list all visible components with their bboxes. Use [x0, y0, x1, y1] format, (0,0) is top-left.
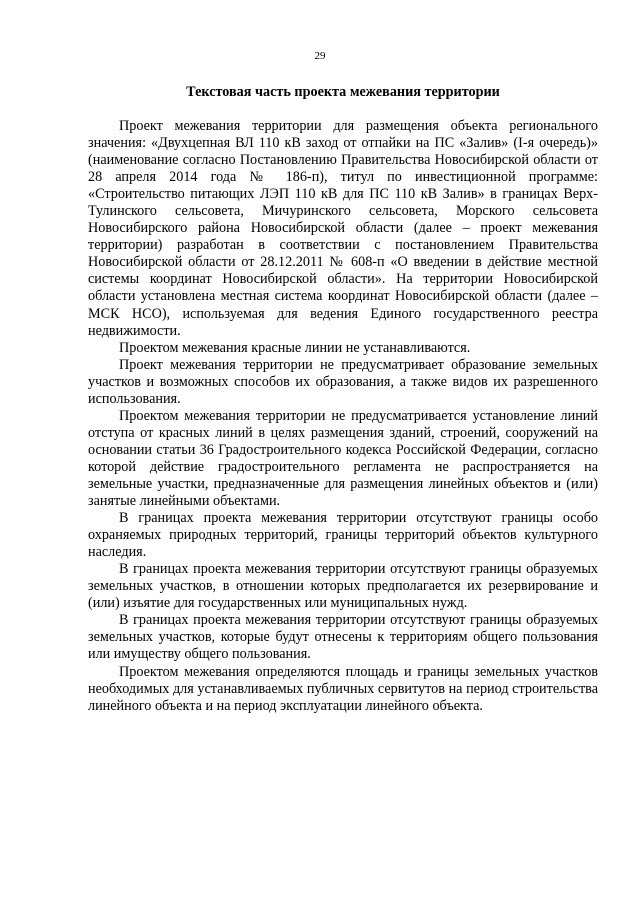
- paragraph-reservation: В границах проекта межевания территории отсутствуют границы образуемых земельных участков, в отношении которых предполагается их резервирование и (или) изъятие для государственных или муниципальных нужд.: [88, 561, 598, 612]
- paragraph-protected-areas: В границах проекта межевания территории отсутствуют границы особо охраняемых природных территорий, границы территорий объектов культурного наследия.: [88, 510, 598, 561]
- paragraph-servitudes: Проектом межевания определяются площадь и границы земельных участков необходимых для устанавливаемых публичных сервитутов на период строительства линейного объекта и на период эксплуатации линейного объекта.: [88, 663, 598, 714]
- paragraph-land-plots: Проект межевания территории не предусматривает образование земельных участков и возможных способов их образования, а также видов их разрешенного использования.: [88, 356, 598, 407]
- section-title: Текстовая часть проекта межевания территории: [186, 84, 500, 100]
- paragraph-public-use: В границах проекта межевания территории отсутствуют границы образуемых земельных участков, которые будут отнесены к территориям общего пользования или имуществу общего пользования.: [88, 612, 598, 663]
- paragraph-setback-lines: Проектом межевания территории не предусматривается установление линий отступа от красных линий в целях размещения зданий, строений, сооружений на основании статьи 36 Градостроительного кодекса Российской Федерации, согласно которой действие градостроительного регламента не распространяется на земельные участки, предназначенные для размещения линейных объектов и (или) занятые линейными объектами.: [88, 407, 598, 510]
- page-number: 29: [314, 50, 326, 62]
- paragraph-red-lines: Проектом межевания красные линии не устанавливаются.: [119, 339, 471, 356]
- document-body: [88, 118, 598, 715]
- paragraph-intro: Проект межевания территории для размещения объекта регионального значения: «Двухцепная ВЛ 110 кВ заход от отпайки на ПС «Залив» (I-я очередь)» (наименование согласно Постановлению Правительства Новосибирской области от 28 апреля 2014 года № 186-п), титул по инвестиционной программе: «Строительство питающих ЛЭП 110 кВ для ПС 110 кВ Залив» в границах Верх-Тулинского сельсовета, Мичуринского сельсовета, Морского сельсовета Новосибирского района Новосибирской области (далее – проект межевания территории) разработан в соответствии с постановлением Правительства Новосибирской области от 28.12.2011 № 608-п «О введении в действие местной системы координат Новосибирской области». На территории Новосибирской области установлена местная система координат Новосибирской области (далее – МСК НСО), используемая для ведения Единого государственного реестра недвижимости.: [88, 118, 598, 339]
